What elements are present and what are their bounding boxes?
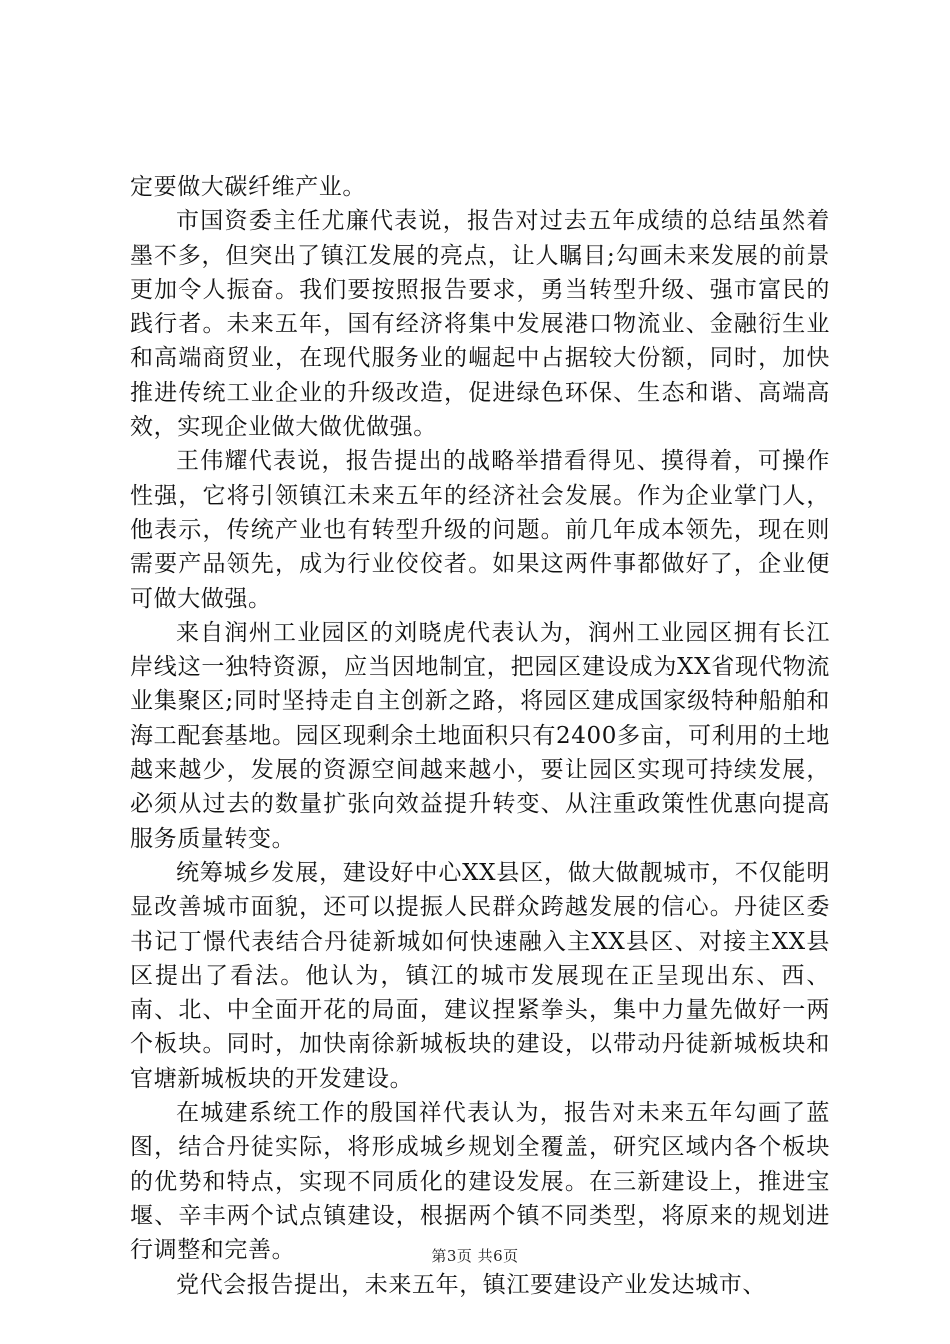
- paragraph-continuation: 定要做大碳纤维产业。: [130, 174, 366, 200]
- paragraph-wang-weiyao: 王伟耀代表说，报告提出的战略举措看得见、摸得着，可操作性强，它将引领镇江未来五年的经济社会发展。作为企业掌门人，他表示，传统产业也有转型升级的问题。前几年成本领先，现在则需要产品领先，成为行业佼佼者。如果这两件事都做好了，企业便可做大做强。: [130, 448, 830, 612]
- paragraph-liu-xiaohu: 来自润州工业园区的刘晓虎代表认为，润州工业园区拥有长江岸线这一独特资源，应当因地制宜，把园区建设成为XX省现代物流业集聚区;同时坚持走自主创新之路，将园区建成国家级特种船舶和海工配套基地。园区现剩余土地面积只有2400多亩，可利用的土地越来越少，发展的资源空间越来越小，要让园区实现可持续发展，必须从过去的数量扩张向效益提升转变、从注重政策性优惠向提高服务质量转变。: [130, 619, 830, 852]
- paragraph-urban-rural: 统筹城乡发展，建设好中心XX县区，做大做靓城市，不仅能明显改善城市面貌，还可以提振人民群众跨越发展的信心。丹徒区委书记丁憬代表结合丹徒新城如何快速融入主XX县区、对接主XX县区提出了看法。他认为，镇江的城市发展现在正呈现出东、西、南、北、中全面开花的局面，建议捏紧拳头，集中力量先做好一两个板块。同时，加快南徐新城板块的建设，以带动丹徒新城板块和官塘新城板块的开发建设。: [130, 859, 830, 1092]
- paragraph-you-lian: 市国资委主任尤廉代表说，报告对过去五年成绩的总结虽然着墨不多，但突出了镇江发展的亮点，让人瞩目;勾画未来发展的前景更加令人振奋。我们要按照报告要求，勇当转型升级、强市富民的践行者。未来五年，国有经济将集中发展港口物流业、金融衍生业和高端商贸业，在现代服务业的崛起中占据较大份额，同时，加快推进传统工业企业的升级改造，促进绿色环保、生态和谐、高端高效，实现企业做大做优做强。: [130, 208, 830, 441]
- paragraph-yin-guoxiang: 在城建系统工作的殷国祥代表认为，报告对未来五年勾画了蓝图，结合丹徒实际，将形成城乡规划全覆盖，研究区域内各个板块的优势和特点，实现不同质化的建设发展。在三新建设上，推进宝堰、辛丰两个试点镇建设，根据两个镇不同类型，将原来的规划进行调整和完善。: [130, 1100, 830, 1264]
- paragraph-party-congress: 党代会报告提出，未来五年，镇江要建设产业发达城市、: [176, 1271, 766, 1298]
- document-body: [130, 170, 830, 1302]
- page-footer: 第3页 共6页: [431, 1247, 519, 1265]
